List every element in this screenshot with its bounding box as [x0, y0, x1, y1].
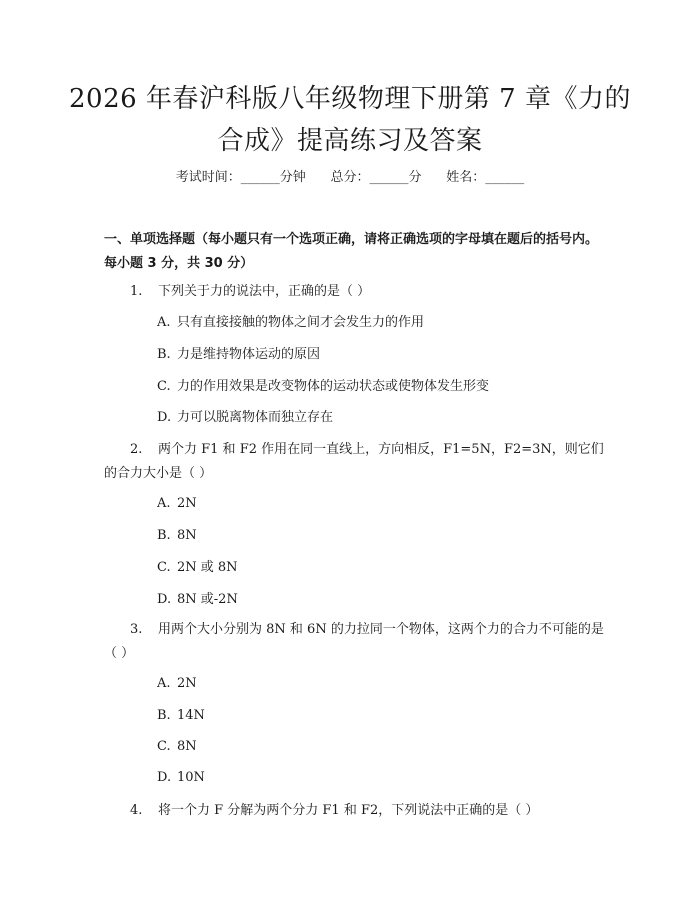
- question-2: [104, 438, 604, 486]
- option-text: 力是维持物体运动的原因: [177, 347, 321, 362]
- option-3c: [157, 737, 597, 757]
- question-text: 将一个力 F 分解为两个分力 F1 和 F2，下列说法中正确的是（ ）: [158, 803, 539, 818]
- option-text: 2N 或 8N: [177, 560, 238, 575]
- question-text: 用两个大小分别为 8N 和 6N 的力拉同一个物体，这两个力的合力不可能的是（ ）: [104, 622, 604, 661]
- option-letter: C.: [157, 739, 171, 754]
- option-2c: [157, 558, 597, 578]
- option-text: 力可以脱离物体而独立存在: [177, 410, 334, 425]
- section-heading: 一、单项选择题（每小题只有一个选项正确，请将正确选项的字母填在题后的括号内。每小题 3 分，共 30 分）: [104, 232, 599, 271]
- option-letter: A.: [157, 676, 171, 691]
- option-letter: B.: [157, 708, 171, 723]
- option-3b: [157, 706, 597, 726]
- option-text: 14N: [177, 708, 205, 723]
- option-letter: C.: [157, 379, 171, 394]
- option-text: 力的作用效果是改变物体的运动状态或使物体发生形变: [177, 379, 490, 394]
- option-text: 10N: [177, 770, 205, 785]
- option-letter: B.: [157, 528, 171, 543]
- option-2a: [157, 494, 597, 514]
- option-letter: D.: [157, 592, 172, 607]
- document-title: 2026 年春沪科版八年级物理下册第 7 章《力的合成》提高练习及答案: [68, 84, 631, 156]
- option-3d: [157, 768, 597, 788]
- option-2b: [157, 526, 597, 546]
- option-1d: [157, 408, 597, 428]
- exam-info: 考试时间：______分钟 总分：______分 姓名：______: [175, 170, 525, 185]
- option-2d: [157, 590, 597, 610]
- option-text: 只有直接接触的物体之间才会发生力的作用: [177, 315, 425, 330]
- option-text: 8N 或-2N: [177, 592, 238, 607]
- option-letter: A.: [157, 496, 171, 511]
- option-text: 8N: [177, 739, 197, 754]
- option-letter: B.: [157, 347, 171, 362]
- question-4: [104, 799, 604, 823]
- option-letter: D.: [157, 410, 172, 425]
- question-number: 2.: [130, 442, 143, 457]
- option-3a: [157, 674, 597, 694]
- question-1: [104, 280, 604, 304]
- question-number: 4.: [130, 803, 143, 818]
- option-1c: [157, 377, 597, 397]
- option-letter: A.: [157, 315, 171, 330]
- option-text: 2N: [177, 496, 197, 511]
- question-number: 3.: [130, 622, 143, 637]
- question-text: 两个力 F1 和 F2 作用在同一直线上，方向相反，F1=5N，F2=3N，则它们的合力大小是（ ）: [104, 442, 604, 481]
- question-number: 1.: [130, 284, 143, 299]
- question-3: [104, 618, 604, 666]
- option-1b: [157, 345, 597, 365]
- option-letter: D.: [157, 770, 172, 785]
- question-text: 下列关于力的说法中，正确的是（ ）: [158, 284, 371, 299]
- option-text: 8N: [177, 528, 197, 543]
- option-text: 2N: [177, 676, 197, 691]
- option-1a: [157, 313, 597, 333]
- option-letter: C.: [157, 560, 171, 575]
